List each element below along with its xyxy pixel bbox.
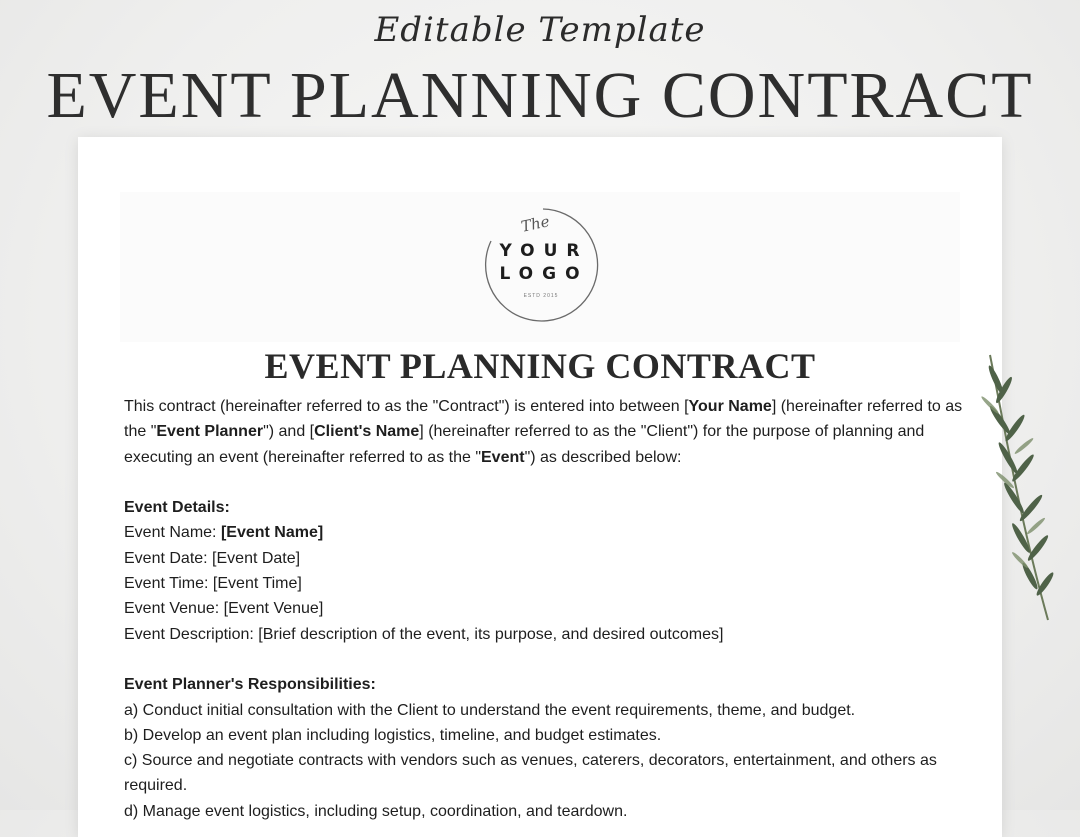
responsibility-item: c) Source and negotiate contracts with vendors such as venues, caterers, decorators, entertainment, and others as required.: [124, 752, 937, 795]
document-page: [78, 137, 1002, 837]
responsibility-item: a) Conduct initial consultation with the Client to understand the event requirements, theme, and budget.: [124, 701, 856, 719]
event-details-heading: [124, 495, 964, 520]
logo-est-text: ESTD 2015: [523, 293, 559, 299]
intro-text-3: ") and [: [263, 423, 315, 441]
responsibilities-heading-text: Event Planner's Responsibilities:: [124, 676, 376, 694]
intro-paragraph: [124, 394, 964, 470]
intro-text-2: ] (hereinafter referred to as the ": [124, 398, 963, 441]
document-body: [124, 394, 964, 824]
document-title: EVENT PLANNING CONTRACT: [264, 346, 816, 386]
logo-script-text: The: [519, 212, 552, 236]
responsibility-item: b) Develop an event plan including logistics, timeline, and budget estimates.: [124, 726, 662, 744]
hero-script-subtitle: Editable Template: [374, 10, 706, 50]
intro-your-name: Your Name: [688, 398, 772, 415]
hero-title: EVENT PLANNING CONTRACT: [46, 59, 1034, 132]
intro-event: Event: [481, 448, 525, 466]
event-venue-line: Event Venue: [Event Venue]: [124, 600, 324, 618]
responsibility-item: d) Manage event logistics, including setup, coordination, and teardown.: [124, 802, 628, 820]
event-details-heading-text: Event Details:: [124, 499, 230, 517]
intro-text-5: ") as described below:: [524, 448, 682, 466]
event-name-label: Event Name:: [124, 524, 221, 542]
event-description-line: Event Description: [Brief description of the event, its purpose, and desired outcomes]: [124, 625, 724, 643]
intro-text-1: This contract (hereinafter referred to as the "Contract") is entered into between [: [124, 398, 689, 415]
intro-client-name: Client's Name: [314, 423, 420, 441]
event-name-value: [Event Name]: [220, 524, 324, 542]
responsibilities-heading: [124, 672, 964, 697]
event-name-line: [124, 520, 964, 545]
logo-line-2: LOGO: [499, 264, 589, 284]
event-time-line: Event Time: [Event Time]: [124, 575, 302, 593]
intro-event-planner: Event Planner: [156, 423, 264, 441]
rosemary-sprig-icon: [960, 350, 1070, 640]
logo-placeholder[interactable]: [481, 205, 601, 325]
logo-line-1: YOUR: [499, 241, 589, 261]
intro-text-4: ] (hereinafter referred to as the "Client") for the purpose of planning and executing an event (hereinafter referred to as the ": [124, 423, 925, 466]
event-date-line: Event Date: [Event Date]: [124, 549, 301, 567]
